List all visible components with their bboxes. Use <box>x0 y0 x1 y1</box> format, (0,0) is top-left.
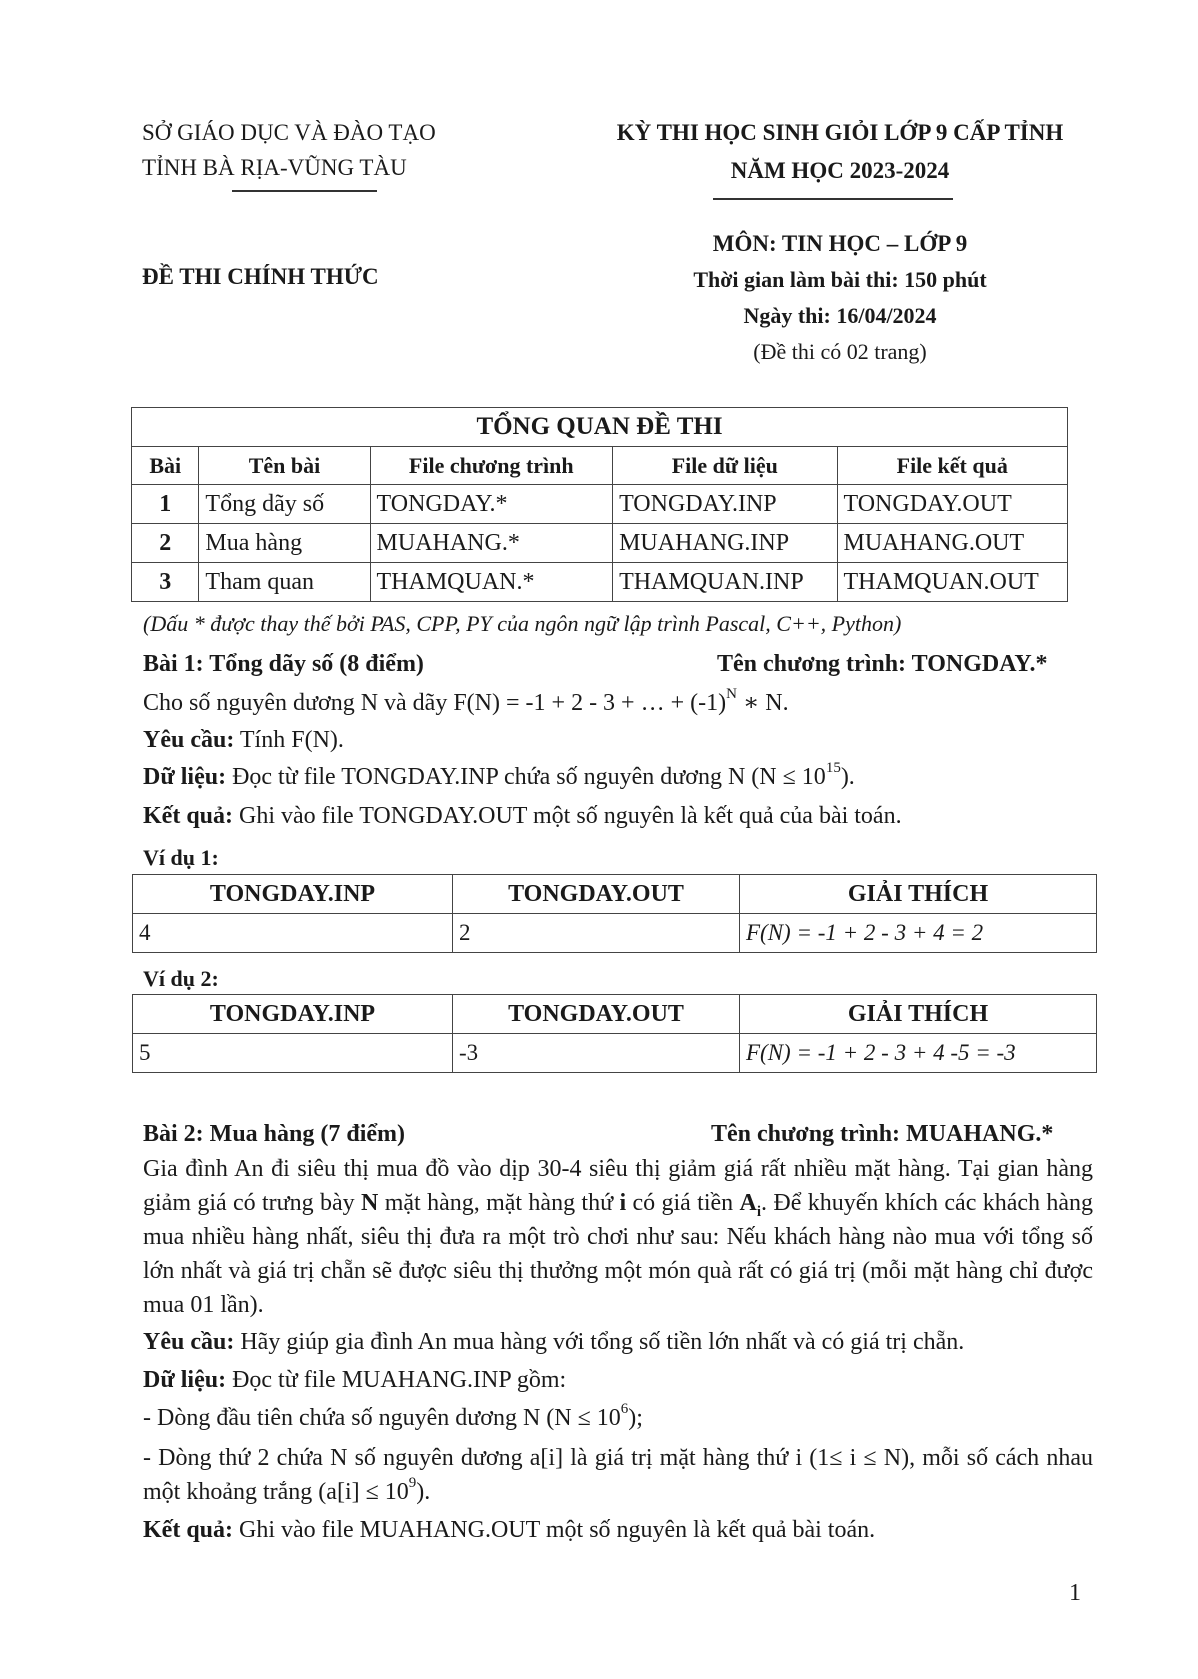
cell: Tham quan <box>199 563 370 602</box>
overview-note: (Dấu * được thay thế bởi PAS, CPP, PY của ngôn ngữ lập trình Pascal, C++, Python) <box>143 611 902 636</box>
cell: 3 <box>132 563 199 602</box>
cell: THAMQUAN.OUT <box>837 563 1068 602</box>
page-number: 1 <box>1069 1580 1081 1606</box>
col-header: GIẢI THÍCH <box>740 875 1097 914</box>
table-row <box>133 914 1097 953</box>
department-name: SỞ GIÁO DỤC VÀ ĐÀO TẠO <box>142 120 436 145</box>
exam-title: KỲ THI HỌC SINH GIỎI LỚP 9 CẤP TỈNH <box>616 120 1064 145</box>
school-year: NĂM HỌC 2023-2024 <box>730 158 950 183</box>
example2-table <box>132 994 1097 1073</box>
cell: 4 <box>133 914 453 953</box>
bai2-title: Bài 2: Mua hàng (7 điểm) <box>143 1121 406 1147</box>
province-name: TỈNH BÀ RỊA-VŨNG TÀU <box>142 155 407 180</box>
cell: MUAHANG.INP <box>613 524 837 563</box>
bai2-input: Dữ liệu: Đọc từ file MUAHANG.INP gồm: <box>143 1367 567 1393</box>
cell: MUAHANG.* <box>370 524 613 563</box>
cell: 2 <box>132 524 199 563</box>
cell: F(N) = -1 + 2 - 3 + 4 -5 = -3 <box>740 1034 1097 1073</box>
page-count: (Đề thi có 02 trang) <box>753 339 927 364</box>
col-header: Bài <box>132 447 199 485</box>
col-header: File chương trình <box>370 447 613 485</box>
cell: 5 <box>133 1034 453 1073</box>
bai2-output: Kết quả: Ghi vào file MUAHANG.OUT một số nguyên là kết quả bài toán. <box>143 1517 876 1543</box>
bai1-requirement: Yêu cầu: Tính F(N). <box>143 727 344 753</box>
col-header: TONGDAY.OUT <box>453 875 740 914</box>
col-header: File kết quả <box>837 447 1068 485</box>
cell: F(N) = -1 + 2 - 3 + 4 = 2 <box>740 914 1097 953</box>
duration: Thời gian làm bài thi: 150 phút <box>693 267 987 292</box>
table-row <box>132 524 1068 563</box>
col-header: TONGDAY.INP <box>133 995 453 1034</box>
overview-title: TỔNG QUAN ĐỀ THI <box>132 408 1068 447</box>
bai1-output: Kết quả: Ghi vào file TONGDAY.OUT một số nguyên là kết quả của bài toán. <box>143 803 902 829</box>
bai2-input-line1: - Dòng đầu tiên chứa số nguyên dương N $(N \le 10^6)$; <box>143 1401 643 1431</box>
col-header: File dữ liệu <box>613 447 837 485</box>
cell: TONGDAY.OUT <box>837 485 1068 524</box>
table-row <box>132 563 1068 602</box>
bai2-requirement: Yêu cầu: Hãy giúp gia đình An mua hàng với tổng số tiền lớn nhất và có giá trị chẵn. <box>143 1329 965 1355</box>
bai1-input: Dữ liệu: Đọc từ file TONGDAY.INP chứa số nguyên dương N $(N \le 10^{15})$. <box>143 760 855 790</box>
bai1-program: Tên chương trình: TONGDAY.* <box>717 651 1048 677</box>
cell: THAMQUAN.INP <box>613 563 837 602</box>
official-label: ĐỀ THI CHÍNH THỨC <box>142 264 379 289</box>
example1-label: Ví dụ 1: <box>143 845 219 870</box>
cell: THAMQUAN.* <box>370 563 613 602</box>
col-header: GIẢI THÍCH <box>740 995 1097 1034</box>
cell: 1 <box>132 485 199 524</box>
table-row <box>132 485 1068 524</box>
col-header: TONGDAY.INP <box>133 875 453 914</box>
header-right-rule <box>713 198 953 200</box>
example2-label: Ví dụ 2: <box>143 966 219 991</box>
bai2-input-line2: - Dòng thứ 2 chứa N số nguyên dương a[i] là giá trị mặt hàng thứ i (1≤ i ≤ N), mỗi số cách nhau một khoảng trắng $(a[i] \le 10^9)$. <box>143 1445 1093 1505</box>
cell: TONGDAY.INP <box>613 485 837 524</box>
cell: MUAHANG.OUT <box>837 524 1068 563</box>
subject: MÔN: TIN HỌC – LỚP 9 <box>712 231 968 256</box>
bai2-description: Gia đình An đi siêu thị mua đồ vào dịp 30-4 siêu thị giảm giá rất nhiều mặt hàng. Tại gian hàng giảm giá có trưng bày N mặt hàng, mặt hàng thứ i có giá tiền $A_i$. Để khuyến khích các khách hàng mua nhiều hàng nhất, siêu thị đưa ra một trò chơi như sau: Nếu khách hàng nào mua với tổng số lớn nhất và giá trị chẵn sẽ được siêu thị thưởng một món quà rất có giá trị (mỗi mặt hàng chỉ được mua 01 lần). <box>143 1156 1094 1318</box>
example1-table <box>132 874 1097 953</box>
overview-table <box>131 407 1068 602</box>
bai1-title: Bài 1: Tổng dãy số (8 điểm) <box>143 651 424 677</box>
cell: -3 <box>453 1034 740 1073</box>
bai2-program: Tên chương trình: MUAHANG.* <box>711 1121 1054 1147</box>
bai1-statement: Cho số nguyên dương N và dãy F(N) = -1 + 2 - 3 + … + $(-1)^N$ ∗ N. <box>143 686 789 716</box>
cell: Tổng dãy số <box>199 485 370 524</box>
cell: Mua hàng <box>199 524 370 563</box>
cell: 2 <box>453 914 740 953</box>
table-row <box>133 1034 1097 1073</box>
cell: TONGDAY.* <box>370 485 613 524</box>
col-header: Tên bài <box>199 447 370 485</box>
col-header: TONGDAY.OUT <box>453 995 740 1034</box>
header-left-rule <box>232 190 377 192</box>
exam-date: Ngày thi: 16/04/2024 <box>743 303 937 328</box>
